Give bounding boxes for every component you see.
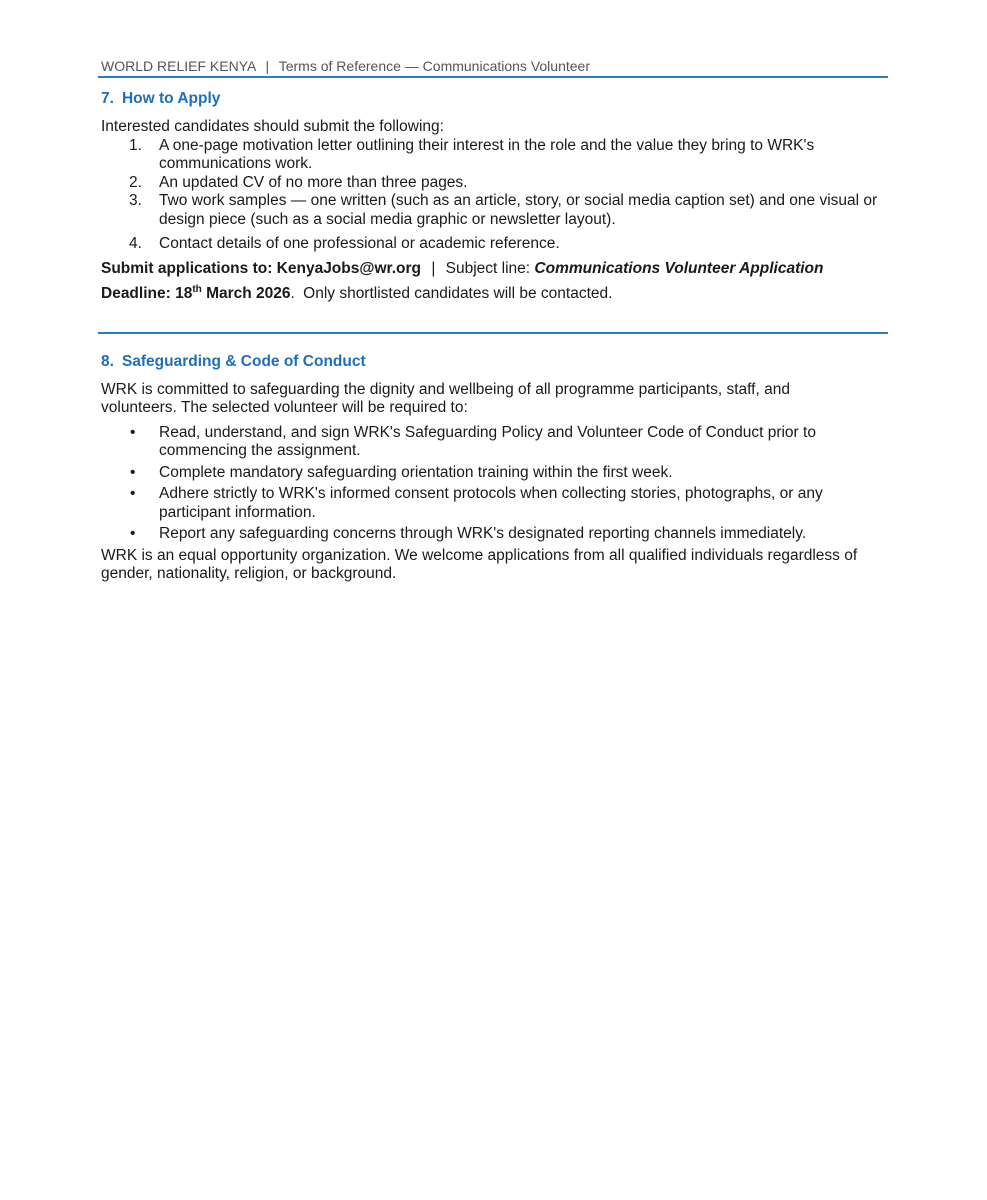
section-rule (98, 332, 888, 334)
section-number: 8. (101, 352, 114, 370)
section-how-to-apply (101, 89, 888, 304)
list-marker: 4. (129, 235, 142, 252)
safeguarding-requirements (101, 424, 888, 544)
section-heading (101, 352, 888, 372)
list-item (101, 424, 888, 461)
application-items (101, 137, 888, 254)
subject-label: Subject line: (445, 259, 531, 277)
list-item-text: Read, understand, and sign WRK's Safeguarding Policy and Volunteer Code of Conduct prior to commencing the assignment. (159, 423, 816, 459)
header-rule (98, 76, 888, 78)
list-item-text: A one-page motivation letter outlining their interest in the role and the value they bring to WRK's communications work. (159, 136, 815, 172)
list-item-text: Report any safeguarding concerns through WRK's designated reporting channels immediately. (159, 525, 807, 542)
bullet-marker: • (130, 423, 136, 441)
list-item-text: Two work samples — one written (such as an article, story, or social media caption set) and one visual or design piece (such as a social media graphic or newsletter layout). (159, 192, 878, 228)
list-item-text: Contact details of one professional or academic reference. (159, 235, 560, 252)
list-marker: 2. (129, 173, 142, 191)
list-item (101, 192, 888, 229)
section-intro: WRK is committed to safeguarding the dignity and wellbeing of all programme participants, staff, and volunteers. The selected volunteer will be required to: (101, 380, 790, 416)
list-item-text: An updated CV of no more than three pages. (159, 173, 468, 191)
list-item-text: Complete mandatory safeguarding orientation training within the first week. (159, 463, 673, 481)
header-separator: | (265, 58, 270, 74)
section-title: Safeguarding & Code of Conduct (121, 352, 366, 370)
list-marker: 1. (129, 136, 142, 154)
deadline-line: Deadline: 18th March 2026. Only shortlisted candidates will be contacted. (101, 283, 613, 302)
bullet-marker: • (130, 485, 136, 502)
submit-separator: | (431, 259, 436, 277)
list-item (101, 464, 888, 483)
subject-value: Communications Volunteer Application (534, 259, 824, 277)
list-item (101, 174, 888, 193)
section-number: 7. (101, 90, 114, 107)
running-header (101, 56, 888, 76)
deadline-note: Only shortlisted candidates will be contacted. (303, 285, 613, 302)
section-heading (101, 89, 888, 109)
header-org: WORLD RELIEF KENYA (101, 58, 256, 74)
submit-label: Submit applications to: KenyaJobs@wr.org (101, 259, 421, 277)
bullet-marker: • (130, 463, 136, 481)
list-item-text: Adhere strictly to WRK's informed consent protocols when collecting stories, photographs, or any participant information. (159, 485, 823, 521)
section-intro: Interested candidates should submit the following: (101, 118, 444, 135)
section-title: How to Apply (121, 90, 221, 107)
bullet-marker: • (130, 525, 136, 542)
section-safeguarding (101, 352, 888, 584)
submit-line (101, 260, 888, 279)
deadline-label: Deadline: 18th March 2026 (101, 283, 291, 302)
deadline-superscript: th (192, 283, 202, 295)
header-doc-title: Terms of Reference — Communications Volunteer (278, 58, 590, 74)
list-item (101, 525, 888, 544)
list-marker: 3. (129, 192, 142, 209)
list-item (101, 137, 888, 174)
document-page (101, 56, 888, 584)
closing-statement: WRK is an equal opportunity organization. We welcome applications from all qualified individuals regardless of gender, nationality, religion, or background. (101, 546, 858, 582)
list-item (101, 235, 888, 254)
list-item (101, 485, 888, 522)
